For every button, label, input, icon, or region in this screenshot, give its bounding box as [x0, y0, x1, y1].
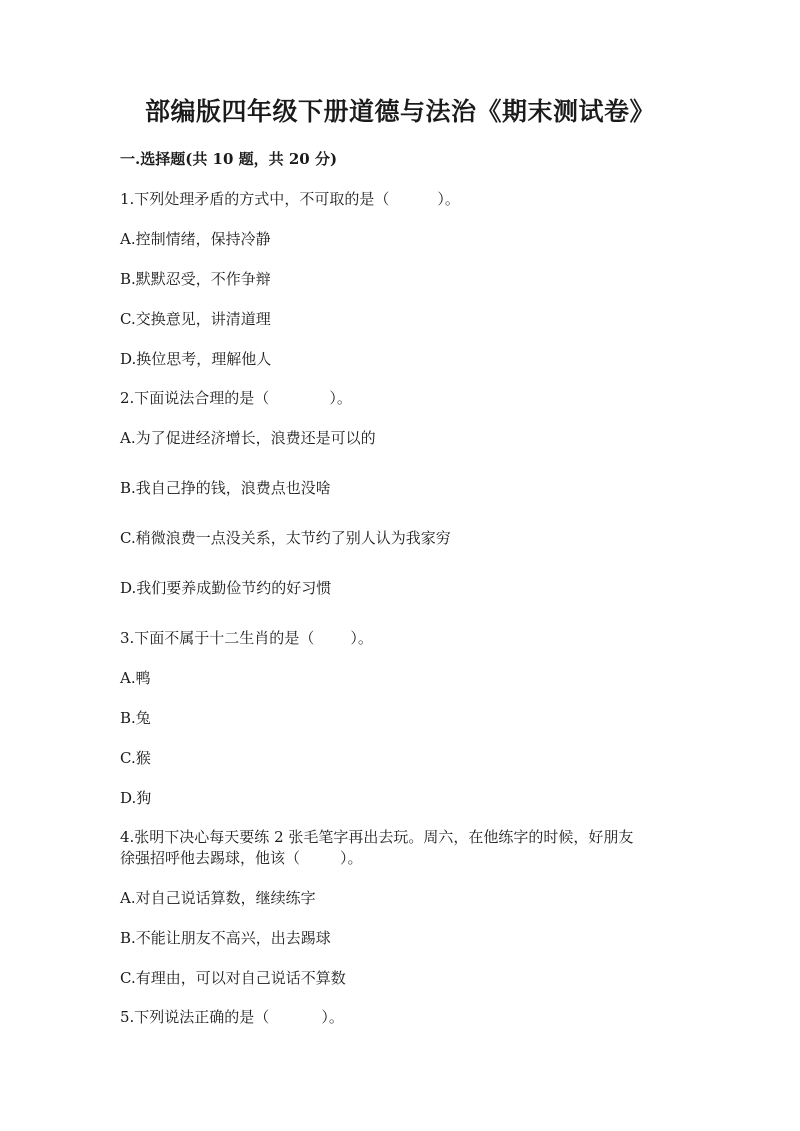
question-4-stem-line-2: [120, 847, 680, 869]
question-3-option-a: A.鸭: [120, 669, 151, 687]
question-3-stem: [120, 627, 680, 649]
question-3-stem-end: ）。: [350, 629, 373, 647]
question-5-stem-text: 5.下列说法正确的是（: [120, 1008, 270, 1026]
question-2-option-c: C.稍微浪费一点没关系，太节约了别人认为我家穷: [120, 529, 451, 547]
question-1-stem-end: ）。: [437, 190, 460, 208]
question-5-stem: [120, 1006, 680, 1028]
question-4-stem-text: 徐强招呼他去踢球，他该（: [120, 849, 301, 867]
question-1-option-b: B.默默忍受，不作争辩: [120, 270, 271, 288]
page-title: 部编版四年级下册道德与法治《期末测试卷》: [144, 97, 655, 126]
question-2-stem: [120, 387, 680, 409]
question-4-stem-line-1: 4.张明下决心每天要练 2 张毛笔字再出去玩。周六，在他练字的时候，好朋友: [120, 828, 634, 846]
question-4-option-a: A.对自己说话算数，继续练字: [120, 889, 316, 907]
question-3-option-d: D.狗: [120, 789, 152, 807]
question-2-option-d: D.我们要养成勤俭节约的好习惯: [120, 579, 332, 597]
question-2-stem-end: ）。: [329, 389, 352, 407]
question-4-option-b: B.不能让朋友不高兴，出去踢球: [120, 929, 331, 947]
question-1-option-d: D.换位思考，理解他人: [120, 350, 272, 368]
question-1-option-c: C.交换意见，讲清道理: [120, 310, 271, 328]
question-1-option-a: A.控制情绪，保持冷静: [120, 230, 271, 248]
question-3-option-c: C.猴: [120, 749, 151, 767]
question-4-stem-end: ）。: [340, 849, 363, 867]
question-2-option-b: B.我自己挣的钱，浪费点也没啥: [120, 479, 331, 497]
question-3-stem-text: 3.下面不属于十二生肖的是（: [120, 629, 315, 647]
question-5-stem-end: ）。: [321, 1008, 344, 1026]
question-1-stem: [120, 188, 680, 210]
question-4-option-c: C.有理由，可以对自己说话不算数: [120, 969, 346, 987]
question-3-option-b: B.兔: [120, 709, 151, 727]
question-2-stem-text: 2.下面说法合理的是（: [120, 389, 270, 407]
question-2-option-a: A.为了促进经济增长，浪费还是可以的: [120, 429, 376, 447]
question-1-stem-text: 1.下列处理矛盾的方式中，不可取的是（: [120, 190, 390, 208]
section-heading: 一.选择题(共 10 题，共 20 分): [120, 150, 338, 168]
